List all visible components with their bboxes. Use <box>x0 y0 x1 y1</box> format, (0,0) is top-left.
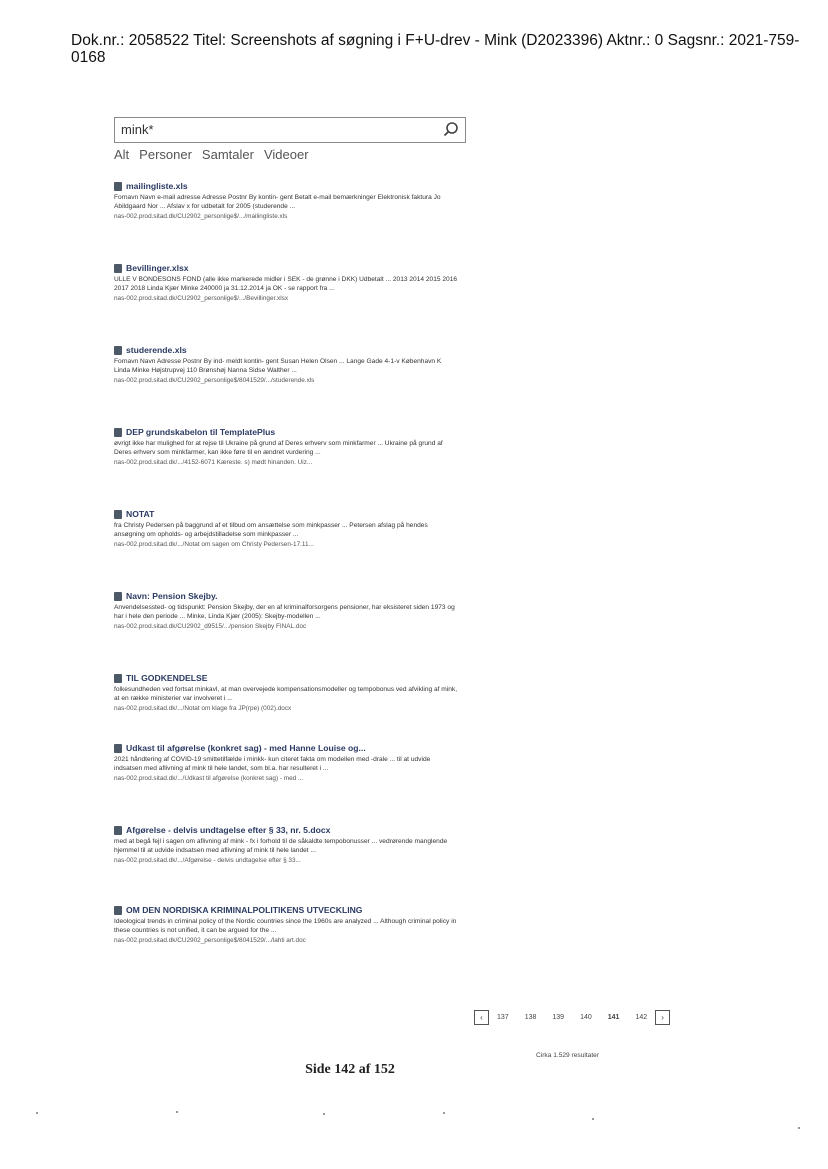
scan-speck <box>176 1111 178 1113</box>
document-icon <box>114 744 122 753</box>
result-url: nas-002.prod.sitad.dk/.../Udkast til afgørelse (konkret sag) - med ... <box>114 775 304 783</box>
tab-people[interactable]: Personer <box>139 147 192 162</box>
result-url: nas-002.prod.sitad.dk/.../Afgørelse - delvis undtagelse efter § 33... <box>114 857 301 865</box>
result-item <box>114 673 459 713</box>
result-url: nas-002.prod.sitad.dk/CU2902_d9515/.../pension Skejby FINAL.doc <box>114 623 307 631</box>
document-icon <box>114 826 122 835</box>
result-item <box>114 427 459 467</box>
search-tabs <box>114 147 309 162</box>
previous-page-button[interactable]: ‹ <box>474 1010 489 1025</box>
result-url: nas-002.prod.sitad.dk/.../Notat om klage fra JP(rpe) (002).docx <box>114 705 292 713</box>
current-page: 141 <box>607 1014 620 1021</box>
result-snippet: fra Christy Pedersen på baggrund af et tilbud om ansættelse som minkpasser ... Petersen afslag på hendes ansøgning om opholds- og arbejdstilladelse som minkpasser ... <box>114 522 428 538</box>
result-snippet: 2021 håndtering af COVID-19 smittetilfælde i minkk- kun citeret fakta om modellen med -drale ... til at udvide indsatsen med aflivning af mink til hele landet, som bl.a. har resulteret i ... <box>114 756 431 772</box>
page-number-text: Side 142 af 152 <box>305 1062 395 1077</box>
document-icon <box>114 264 122 273</box>
result-snippet: folkesundheden ved fortsat minkavl, at man overvejede kompensationsmodeller og tempobonus ved afvikling af mink, at en række ministerier var involveret i ... <box>114 686 458 702</box>
search-input[interactable]: mink* <box>121 122 154 137</box>
document-icon <box>114 182 122 191</box>
page-link[interactable]: 137 <box>497 1014 509 1021</box>
result-title[interactable]: DEP grundskabelon til TemplatePlus <box>126 427 276 437</box>
result-title[interactable]: studerende.xls <box>126 345 187 355</box>
document-icon <box>114 346 122 355</box>
result-item <box>114 591 459 631</box>
result-item <box>114 743 459 783</box>
result-item <box>114 825 459 865</box>
page-link[interactable]: 138 <box>524 1014 537 1021</box>
result-item <box>114 345 459 385</box>
scan-speck <box>36 1112 38 1114</box>
result-snippet: med at begå fejl i sagen om aflivning af mink - fx i forhold til de såkaldte tempobonusser ... vedrørende manglende hjemmel til at udvide indsatsen med aflivning af mink til hele landet ... <box>114 838 448 854</box>
result-url: nas-002.prod.sitad.dk/CU2902_personlige$/.../mailingliste.xls <box>114 213 288 221</box>
result-snippet: Fornavn Navn Adresse Postnr By ind- meldt kontin- gent Susan Helen Olsen ... Lange Gade 4-1-v København K Linda Minke Højstrupvej 110 Brønshøj Nanna Sidse Walther ... <box>114 358 442 374</box>
result-title[interactable]: mailingliste.xls <box>126 181 188 191</box>
document-header: Dok.nr.: 2058522 Titel: Screenshots af søgning i F+U-drev - Mink (D2023396) Aktnr.: 0 Sagsnr.: 2021-759-0168 <box>71 32 800 66</box>
result-item <box>114 905 459 945</box>
next-page-button[interactable]: › <box>655 1010 670 1025</box>
result-snippet: Fornavn Navn e-mail adresse Adresse Postnr By kontin- gent Betalt e-mail bemærkninger Elektronisk faktura Jo Abildgaard Nor ... Afslav x for udbetalt for 2005 (studerende ... <box>114 194 441 210</box>
result-snippet: øvrigt ikke har mulighed for at rejse til Ukraine på grund af Deres erhverv som minkfarmer ... Ukraine på grund af Deres erhverv som minkfarmer, kan ikke føre til en ændret vurdering ... <box>114 440 443 456</box>
result-url: nas-002.prod.sitad.dk/CU2902_personlige$/.../Bevillinger.xlsx <box>114 295 289 303</box>
result-title[interactable]: Bevillinger.xlsx <box>126 263 189 273</box>
result-url: nas-002.prod.sitad.dk/.../Notat om sagen om Christy Pedersen-17.11... <box>114 541 314 549</box>
page-link[interactable]: 142 <box>635 1014 648 1021</box>
scan-speck <box>592 1118 594 1120</box>
tab-all[interactable]: Alt <box>114 147 130 162</box>
result-count: Cirka 1.529 resultater <box>536 1052 600 1059</box>
result-snippet: Anvendelsessted- og tidspunkt: Pension Skejby, der en af kriminalforsorgens pensioner, har eksisteret siden 1973 og har i hele den periode ... Minke, Linda Kjær (2005): Skejby-modellen ... <box>114 604 455 620</box>
result-title[interactable]: Navn: Pension Skejby. <box>126 591 218 601</box>
result-title[interactable]: OM DEN NORDISKA KRIMINALPOLITIKENS UTVECKLING <box>126 905 363 915</box>
document-icon <box>114 592 122 601</box>
document-icon <box>114 428 122 437</box>
document-icon <box>114 906 122 915</box>
search-box[interactable] <box>114 117 466 143</box>
result-url: nas-002.prod.sitad.dk/.../4152-6071 Kæreste. s) mødt hinanden. Uiz... <box>114 459 313 467</box>
result-title[interactable]: TIL GODKENDELSE <box>126 673 208 683</box>
result-url: nas-002.prod.sitad.dk/CU2902_personlige$/8041529/.../studerende.xls <box>114 377 315 385</box>
document-icon <box>114 510 122 519</box>
result-title[interactable]: Afgørelse - delvis undtagelse efter § 33, nr. 5.docx <box>126 825 331 835</box>
search-icon[interactable] <box>442 121 460 139</box>
result-snippet: Ideological trends in criminal policy of the Nordic countries since the 1960s are analyzed ... Although criminal policy in these countries is not unified, it can be argued for the ... <box>114 918 457 934</box>
result-item <box>114 509 459 549</box>
tab-videos[interactable]: Videoer <box>263 147 309 162</box>
scan-speck <box>798 1127 800 1129</box>
document-icon <box>114 674 122 683</box>
result-title[interactable]: Udkast til afgørelse (konkret sag) - med Hanne Louise og... <box>126 743 366 753</box>
result-title[interactable]: NOTAT <box>126 509 155 519</box>
page-footer <box>0 1062 700 1078</box>
result-snippet: ULLE V BONDESONS FOND (alle ikke markerede midler i SEK - de grønne i DKK) Udbetalt ... 2013 2014 2015 2016 2017 2018 Linda Kjær Minke 240000 ja 31.12.2014 ja OK - se rapport fra ... <box>114 276 458 292</box>
result-item <box>114 181 459 221</box>
scan-speck <box>323 1113 325 1115</box>
scan-speck <box>443 1112 445 1114</box>
result-url: nas-002.prod.sitad.dk/CU2902_personlige$/8041529/.../lahti art.doc <box>114 937 306 945</box>
result-item <box>114 263 459 303</box>
pagination <box>474 1010 670 1025</box>
page-link[interactable]: 139 <box>552 1014 565 1021</box>
tab-conversations[interactable]: Samtaler <box>201 147 254 162</box>
page-link[interactable]: 140 <box>580 1014 592 1021</box>
